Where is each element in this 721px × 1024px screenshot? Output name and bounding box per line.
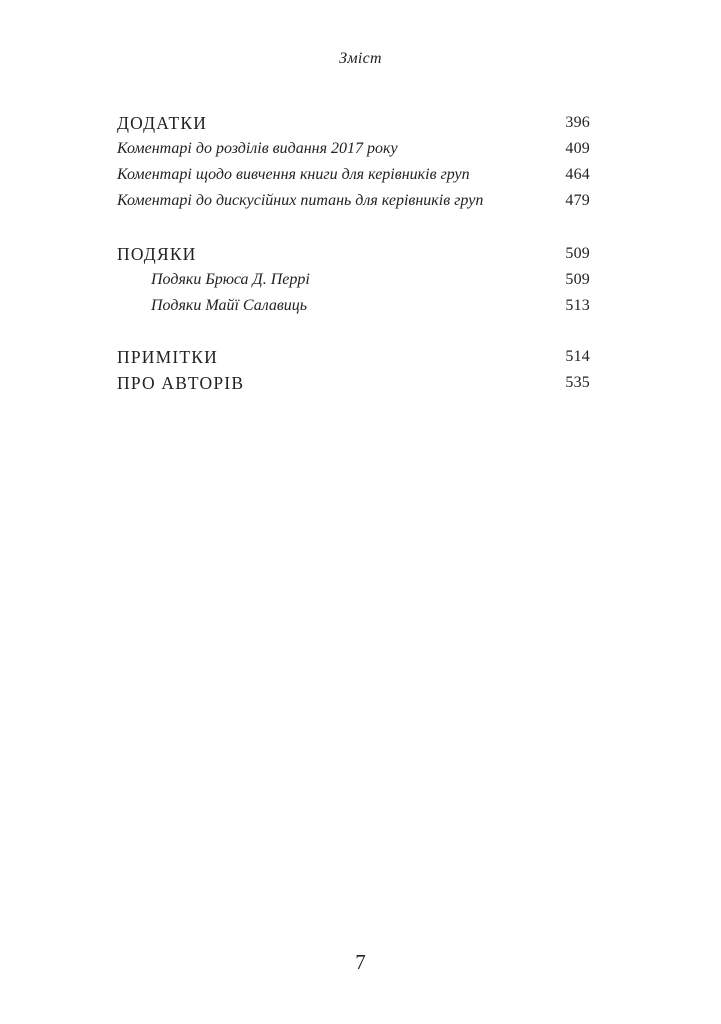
running-title: Зміст [339, 50, 382, 67]
toc-subentry [117, 293, 590, 319]
toc-entry-title: Коментарі щодо вивчення книги для керівників груп [117, 166, 470, 183]
section-spacer [117, 214, 590, 241]
toc-entry-title: Подяки Майї Салавиць [151, 297, 308, 314]
toc-section-title: ПРИМІТКИ [117, 347, 218, 367]
toc-section-acknowledgments [117, 241, 590, 267]
toc-section-notes [117, 344, 590, 370]
toc-page-number: 509 [565, 245, 590, 262]
toc-page-number: 464 [565, 166, 590, 183]
toc-section-about-authors [117, 370, 590, 396]
toc-section-title: ПРО АВТОРІВ [117, 373, 245, 393]
toc-section-title: ПОДЯКИ [117, 244, 197, 264]
toc-page-number: 396 [565, 114, 590, 131]
table-of-contents [117, 110, 590, 396]
toc-page-number: 535 [565, 374, 590, 391]
toc-entry [117, 136, 590, 162]
toc-entry [117, 188, 590, 214]
toc-page-number: 509 [565, 271, 590, 288]
toc-entry-title: Подяки Брюса Д. Перрі [151, 271, 310, 288]
toc-page-number: 513 [565, 297, 590, 314]
toc-page-number: 514 [565, 348, 590, 365]
toc-page-number: 479 [565, 192, 590, 209]
toc-section-title: ДОДАТКИ [117, 113, 208, 133]
toc-subentry [117, 267, 590, 293]
toc-section-appendices [117, 110, 590, 136]
toc-page-number: 409 [565, 140, 590, 157]
toc-entry [117, 162, 590, 188]
toc-entry-title: Коментарі до розділів видання 2017 року [117, 140, 398, 157]
section-spacer [117, 319, 590, 344]
page-number: 7 [355, 950, 366, 974]
toc-entry-title: Коментарі до дискусійних питань для керівників груп [117, 192, 484, 209]
